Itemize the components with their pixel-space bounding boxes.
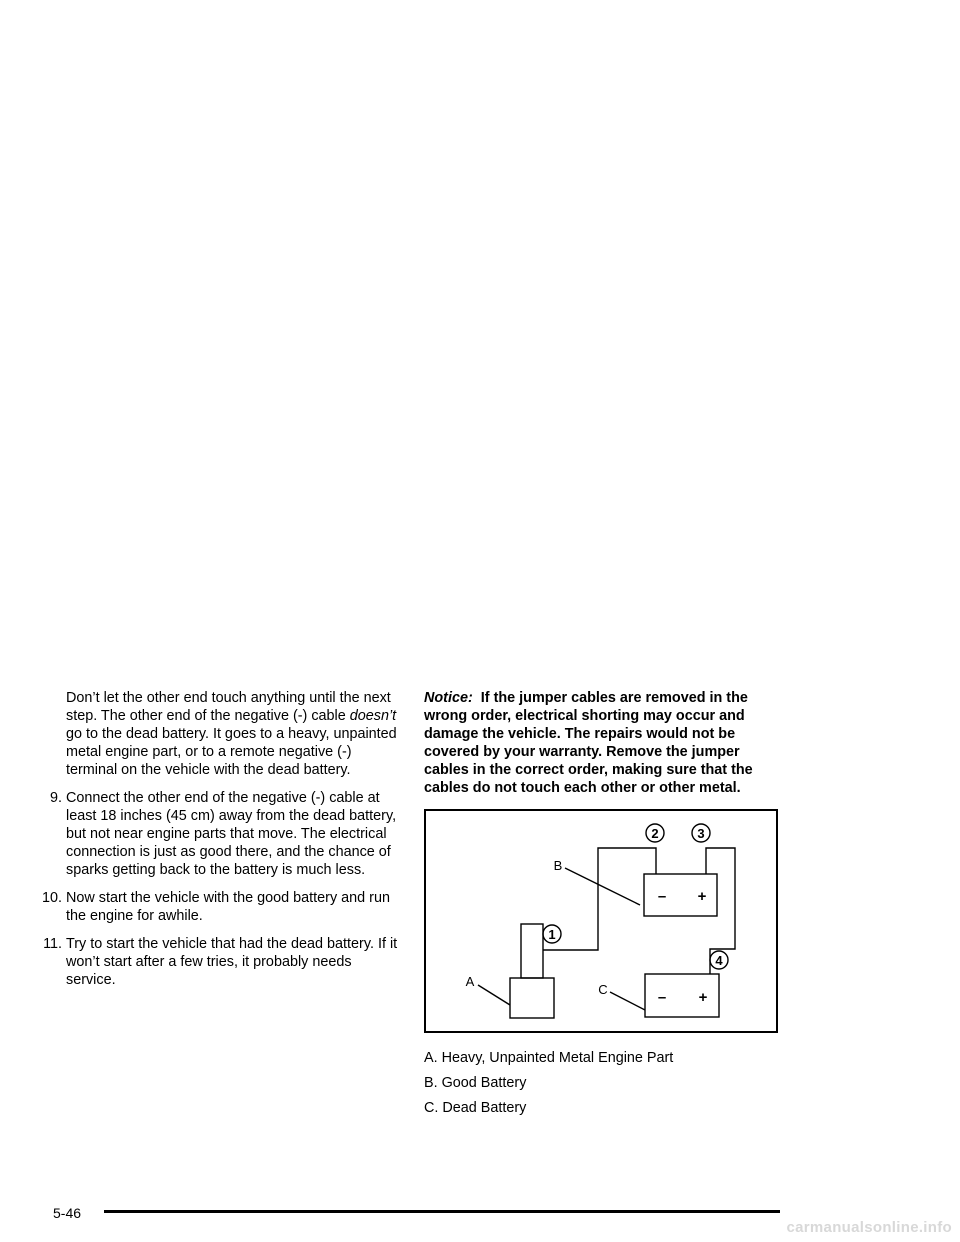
step-label-4: 4 xyxy=(715,953,723,968)
dead-battery-plus: + xyxy=(698,989,708,1006)
step-label-3: 3 xyxy=(697,826,705,841)
good-battery-minus: – xyxy=(657,888,667,905)
intro-emphasis: doesn’t xyxy=(349,708,397,724)
diagram-captions xyxy=(424,1049,784,1117)
step-text: Try to start the vehicle that had the dead battery. If it won’t start after a few tries, it probably needs service. xyxy=(66,936,398,988)
leader-line-b xyxy=(565,868,640,905)
diagram-svg xyxy=(426,811,776,1031)
engine-part-shape xyxy=(510,978,554,1018)
jumper-cable-diagram xyxy=(424,809,778,1033)
list-item xyxy=(18,889,400,925)
notice-paragraph xyxy=(424,689,784,797)
label-a: A xyxy=(465,974,475,989)
dead-battery-minus: – xyxy=(657,989,667,1006)
notice-label: Notice: xyxy=(424,690,473,706)
step-label-1: 1 xyxy=(548,927,556,942)
dead-battery-shape xyxy=(645,974,719,1017)
caption-a: A. Heavy, Unpainted Metal Engine Part xyxy=(424,1050,674,1066)
step-number: 11. xyxy=(43,936,62,952)
list-item xyxy=(18,935,400,989)
step-label-2: 2 xyxy=(651,826,659,841)
step-number: 10. xyxy=(41,890,62,906)
caption-c: C. Dead Battery xyxy=(424,1100,527,1116)
page-number: 5-46 xyxy=(53,1205,82,1221)
intro-paragraph xyxy=(66,689,400,779)
engine-part-post xyxy=(521,924,543,978)
step-text: Connect the other end of the negative (-) cable at least 18 inches (45 cm) away from the dead battery, but not near engine parts that move. The electrical connection is just as good there, and the chance of sparks getting back to the battery is much less. xyxy=(66,790,397,878)
watermark: carmanualsonline.info xyxy=(786,1219,952,1236)
step-number: 9. xyxy=(49,790,62,806)
intro-text-2: go to the dead battery. It goes to a heavy, unpainted metal engine part, or to a remote negative (-) terminal on the vehicle with the dead battery. xyxy=(66,726,397,778)
footer-rule xyxy=(104,1210,780,1213)
leader-line-c xyxy=(610,992,645,1010)
right-column xyxy=(424,689,784,1124)
label-c: C xyxy=(598,982,608,997)
label-b: B xyxy=(553,858,563,873)
intro-text-1: Don’t let the other end touch anything until the next step. The other end of the negative (-) cable xyxy=(66,690,391,724)
leader-line-a xyxy=(478,985,510,1005)
left-column xyxy=(18,689,400,989)
caption-b: B. Good Battery xyxy=(424,1075,527,1091)
notice-text: If the jumper cables are removed in the wrong order, electrical shorting may occur and damage the vehicle. The repairs would not be covered by your warranty. Remove the jumper cables in the correct order, making sure that the cables do not touch each other or other metal. xyxy=(424,690,753,796)
step-text: Now start the vehicle with the good battery and run the engine for awhile. xyxy=(66,890,390,924)
good-battery-plus: + xyxy=(697,888,707,905)
list-item xyxy=(18,789,400,879)
